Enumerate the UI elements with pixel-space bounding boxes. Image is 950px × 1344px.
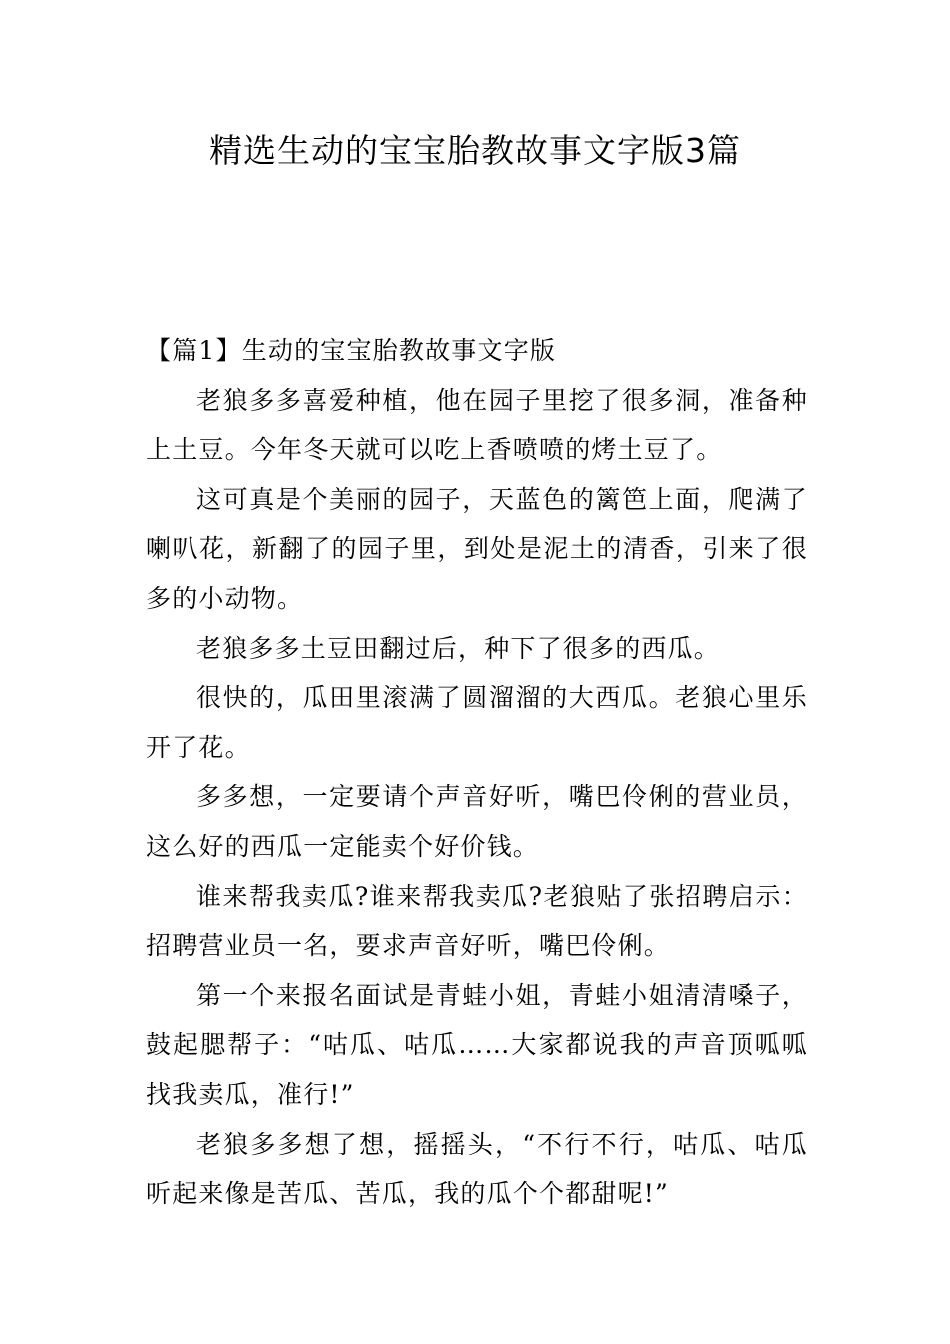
paragraph: 第一个来报名面试是青蛙小姐，青蛙小姐清清嗓子，鼓起腮帮子：“咕瓜、咕瓜……大家都说我的声音顶呱呱找我卖瓜，准行!”: [146, 980, 808, 1109]
section-heading: 【篇1】生动的宝宝胎教故事文字版: [146, 336, 557, 365]
paragraph: 老狼多多土豆田翻过后，种下了很多的西瓜。: [196, 633, 721, 663]
document-title: 精选生动的宝宝胎教故事文字版3篇: [209, 131, 741, 170]
paragraph: 老狼多多想了想，摇摇头，“不行不行，咕瓜、咕瓜听起来像是苦瓜、苦瓜，我的瓜个个都甜呢!”: [146, 1129, 808, 1209]
paragraph: 多多想，一定要请个声音好听，嘴巴伶俐的营业员，这么好的西瓜一定能卖个好价钱。: [146, 782, 808, 861]
paragraph: 谁来帮我卖瓜?谁来帮我卖瓜?老狼贴了张招聘启示：招聘营业员一名，要求声音好听，嘴巴伶俐。: [146, 881, 808, 961]
paragraph: 老狼多多喜爱种植，他在园子里挖了很多洞，准备种上土豆。今年冬天就可以吃上香喷喷的烤土豆了。: [146, 385, 808, 465]
paragraph: 这可真是个美丽的园子，天蓝色的篱笆上面，爬满了喇叭花，新翻了的园子里，到处是泥土的清香，引来了很多的小动物。: [146, 484, 808, 613]
paragraph: 很快的，瓜田里滚满了圆溜溜的大西瓜。老狼心里乐开了花。: [146, 683, 808, 762]
document-body: [146, 326, 808, 1219]
